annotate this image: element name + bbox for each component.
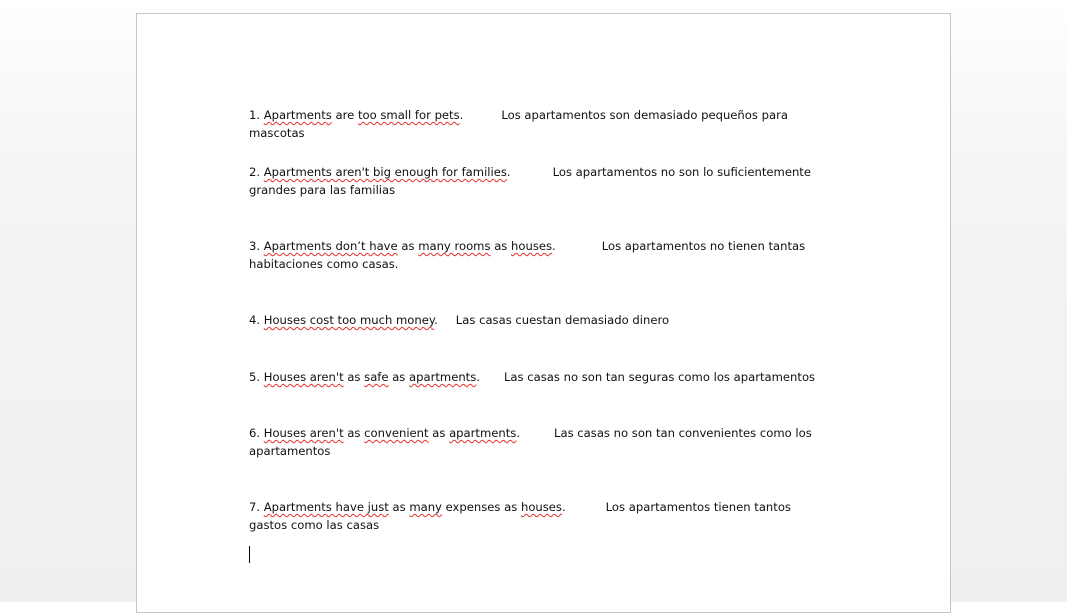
- text-run: as: [428, 426, 450, 440]
- text-run: .: [561, 500, 566, 514]
- spell-error[interactable]: many rooms: [418, 239, 491, 253]
- text-run: .: [476, 370, 480, 384]
- paragraph-3[interactable]: [249, 237, 829, 273]
- text-run: .: [516, 426, 521, 440]
- spell-error[interactable]: houses: [511, 239, 553, 253]
- spell-error[interactable]: apartments: [409, 370, 477, 384]
- spell-error[interactable]: houses: [520, 500, 562, 514]
- paragraph-1[interactable]: [249, 106, 829, 142]
- spell-error[interactable]: Houses cost too much money: [263, 313, 435, 327]
- spell-error[interactable]: Houses aren't: [263, 370, 344, 384]
- text-run: .: [459, 108, 464, 122]
- item-number: 1.: [249, 108, 261, 122]
- spell-error[interactable]: too small for pets: [357, 108, 460, 122]
- item-number: 5.: [249, 370, 261, 384]
- item-number: 4.: [249, 313, 261, 327]
- item-number: 7.: [249, 500, 261, 514]
- spell-error[interactable]: Apartments aren't big enough for families: [263, 165, 507, 179]
- paragraph-4[interactable]: [249, 311, 829, 329]
- document-page[interactable]: [136, 13, 951, 613]
- paragraph-6[interactable]: [249, 424, 829, 460]
- english-sentence: [264, 165, 511, 179]
- text-run: as: [490, 239, 512, 253]
- spell-error[interactable]: Apartments: [263, 108, 332, 122]
- paragraph-7[interactable]: [249, 498, 829, 534]
- item-number: 6.: [249, 426, 261, 440]
- english-sentence: [264, 426, 520, 440]
- english-sentence: [264, 239, 556, 253]
- spell-error[interactable]: Apartments don’t have: [263, 239, 398, 253]
- spell-error[interactable]: safe: [364, 370, 389, 384]
- spanish-translation: Los apartamentos son demasiado pequeños para mascotas: [249, 108, 788, 140]
- spell-error[interactable]: convenient: [364, 426, 429, 440]
- spell-error[interactable]: Apartments have just: [263, 500, 389, 514]
- text-run: as: [388, 500, 410, 514]
- english-sentence: [264, 313, 438, 327]
- spanish-translation: Las casas no son tan seguras como los apartamentos: [503, 370, 816, 384]
- paragraph-2[interactable]: [249, 163, 829, 199]
- spanish-translation: Las casas no son tan convenientes como los apartamentos: [249, 426, 812, 458]
- text-run: expenses as: [441, 500, 521, 514]
- spanish-translation: Los apartamentos no son lo suficientemente grandes para las familias: [249, 165, 811, 197]
- spanish-translation: Las casas cuestan demasiado dinero: [455, 313, 670, 327]
- spanish-translation: Los apartamentos no tienen tantas habitaciones como casas.: [249, 239, 806, 271]
- text-run: are: [331, 108, 358, 122]
- spanish-translation: Los apartamentos tienen tantos gastos como las casas: [249, 500, 791, 532]
- english-sentence: [264, 108, 464, 122]
- spell-error[interactable]: apartments: [449, 426, 517, 440]
- text-run: .: [552, 239, 556, 253]
- item-number: 3.: [249, 239, 261, 253]
- text-run: as: [343, 370, 365, 384]
- item-number: 2.: [249, 165, 261, 179]
- spell-error[interactable]: Houses aren't: [263, 426, 344, 440]
- spell-error[interactable]: many: [409, 500, 442, 514]
- text-run: as: [388, 370, 410, 384]
- text-cursor: [249, 546, 250, 563]
- text-run: as: [343, 426, 365, 440]
- english-sentence: [264, 500, 566, 514]
- paragraph-5[interactable]: [249, 368, 829, 386]
- text-run: .: [434, 313, 438, 327]
- text-run: .: [506, 165, 511, 179]
- english-sentence: [264, 370, 480, 384]
- text-run: as: [397, 239, 419, 253]
